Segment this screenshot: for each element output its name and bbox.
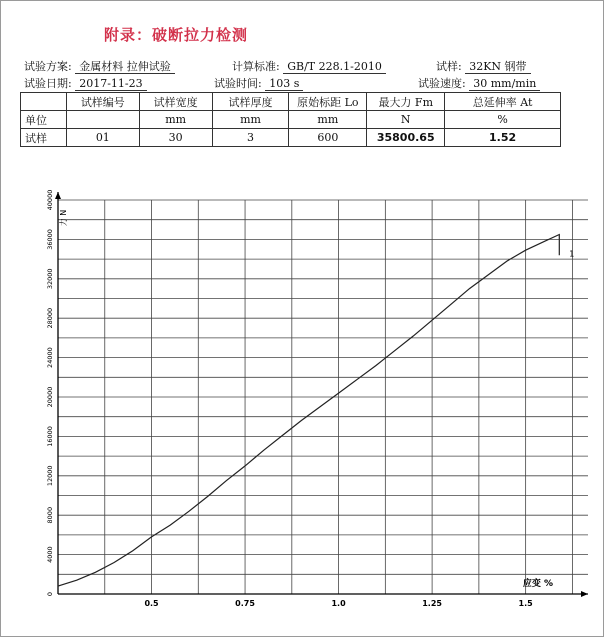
table-header-cell: 试样编号	[66, 93, 139, 111]
table-cell: 试样	[21, 129, 67, 147]
y-axis-arrow	[55, 192, 61, 199]
test-time-label: 试验时间:	[214, 77, 262, 90]
test-date	[24, 75, 147, 91]
table-cell: %	[445, 111, 561, 129]
table-header-row	[21, 93, 561, 111]
calc-standard-label: 计算标准:	[232, 60, 280, 73]
sample	[436, 58, 531, 74]
table-cell: mm	[289, 111, 367, 129]
force-strain-chart	[0, 178, 607, 618]
table-row-sample	[21, 129, 561, 147]
calc-standard-value: GB/T 228.1-2010	[283, 60, 386, 74]
test-scheme-label: 试验方案:	[24, 60, 72, 73]
sample-value: 32KN 钢带	[465, 60, 530, 74]
y-tick-label: 20000	[46, 386, 54, 408]
y-tick-label: 24000	[46, 347, 54, 368]
table-cell: 01	[66, 129, 139, 147]
page-title: 附录：破断拉力检测	[104, 26, 249, 44]
y-tick-label: 36000	[46, 229, 54, 250]
table-header-cell: 试样宽度	[139, 93, 212, 111]
params-table	[20, 92, 561, 147]
y-tick-label: 4000	[46, 546, 54, 563]
table-cell: 600	[289, 129, 367, 147]
y-tick-label: 8000	[46, 506, 54, 524]
calc-standard	[232, 58, 386, 74]
y-tick-label: 28000	[46, 307, 54, 329]
table-header-cell: 最大力 Fm	[367, 93, 445, 111]
table-cell	[66, 111, 139, 129]
x-tick-label: 1.0	[331, 599, 346, 608]
y-tick-label: 0	[46, 591, 54, 597]
test-speed-label: 试验速度:	[418, 77, 466, 90]
x-axis-arrow	[581, 591, 588, 597]
chart-axes	[55, 192, 588, 597]
table-cell: 3	[212, 129, 289, 147]
table-header-cell: 原始标距 Lo	[289, 93, 367, 111]
y-tick-label: 40000	[46, 189, 54, 211]
test-date-label: 试验日期:	[24, 77, 72, 90]
test-speed-value: 30 mm/min	[469, 77, 540, 91]
test-scheme	[24, 58, 175, 74]
test-time-value: 103 s	[265, 77, 303, 91]
table-cell: 30	[139, 129, 212, 147]
table-row-units	[21, 111, 561, 129]
test-speed	[418, 75, 540, 91]
y-tick-label: 12000	[46, 465, 54, 487]
table-cell: 1.52	[445, 129, 561, 147]
test-date-value: 2017-11-23	[75, 77, 146, 91]
chart-series	[58, 235, 574, 587]
table-header-cell: 总延伸率 At	[445, 93, 561, 111]
test-time	[214, 75, 303, 91]
table-cell: 35800.65	[367, 129, 445, 147]
y-tick-label: 16000	[46, 426, 54, 447]
x-axis-label: 应变 %	[522, 579, 554, 589]
sample-label: 试样:	[436, 60, 462, 73]
table-cell: mm	[212, 111, 289, 129]
x-tick-label: 0.75	[235, 599, 255, 608]
series-line	[58, 235, 559, 587]
chart-grid	[58, 200, 588, 594]
y-axis-label: 力 N	[59, 209, 68, 227]
x-tick-label: 1.5	[518, 599, 533, 608]
table-cell: mm	[139, 111, 212, 129]
x-tick-label: 0.5	[144, 599, 159, 608]
test-scheme-value: 金属材料 拉伸试验	[75, 60, 175, 74]
table-header-cell: 试样厚度	[212, 93, 289, 111]
series-annotation: 1	[569, 249, 575, 259]
table-cell: N	[367, 111, 445, 129]
x-tick-label: 1.25	[422, 599, 442, 608]
table-cell: 单位	[21, 111, 67, 129]
y-tick-label: 32000	[46, 268, 54, 290]
chart-ticks	[46, 190, 533, 608]
table-header-cell	[21, 93, 67, 111]
